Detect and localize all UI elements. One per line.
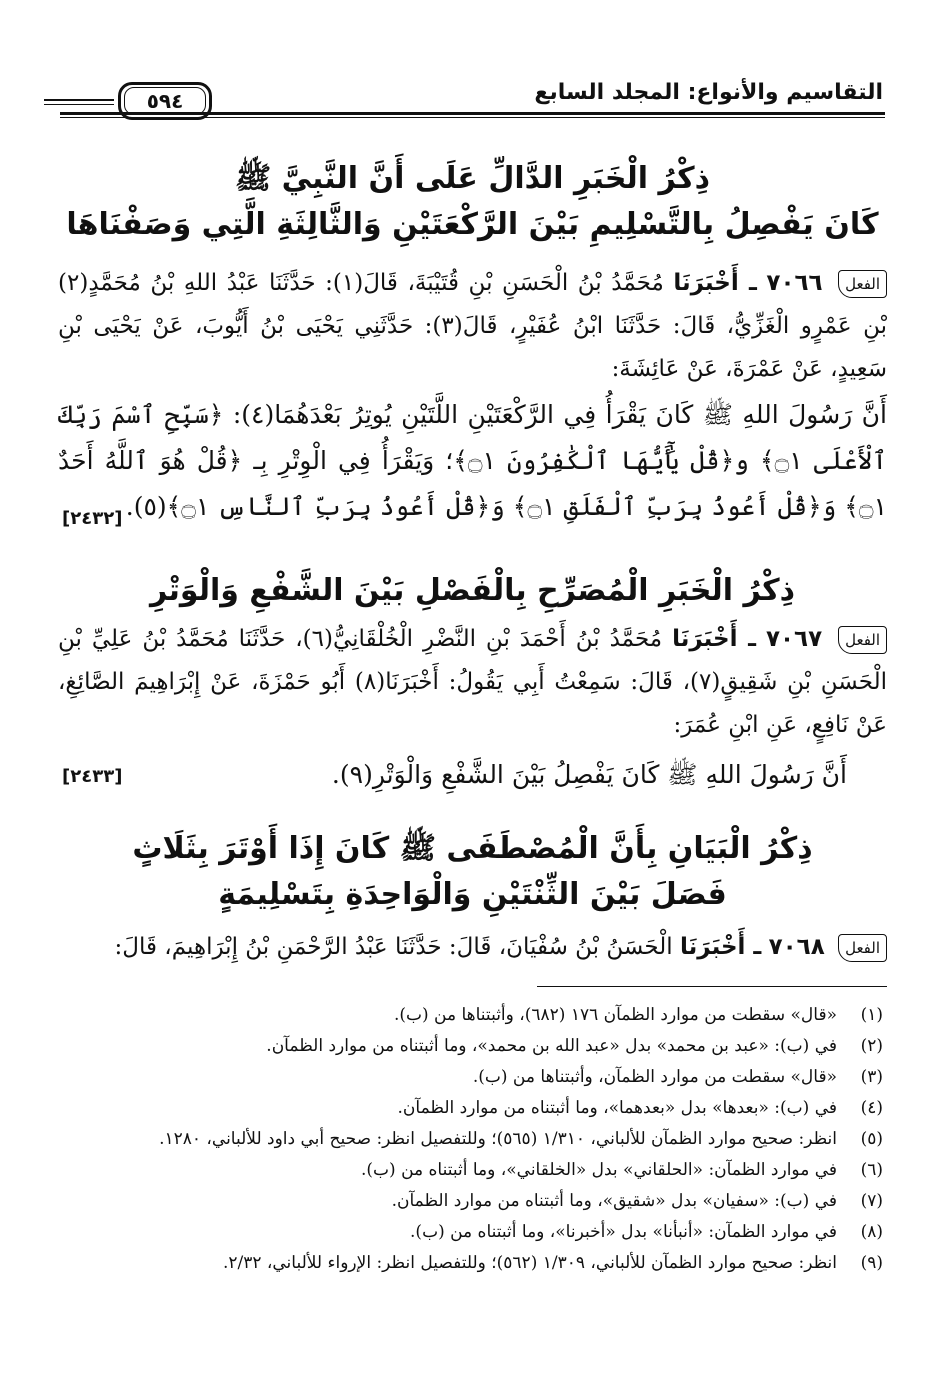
header-rule-left-thin <box>44 104 114 105</box>
chapter-heading-1-line1: ذِكْرُ الْخَبَرِ الدَّالِّ عَلَى أَنَّ النَّبِيَّ ﷺ <box>234 161 711 196</box>
hadith-number: ٧٠٦٨ <box>768 934 825 960</box>
footnote: (١) «قال» سقطت من موارد الظمآن ١٧٦ (٦٨٢)، وأثبتناها من (ب). <box>393 1005 883 1025</box>
hadith-7066-matn <box>58 392 887 530</box>
footnote: (٥) انظر: صحيح موارد الظمآن للألباني، ١/٣١٠ (٥٦٥)؛ وللتفصيل انظر: صحيح أبي داود للألباني، ١٢٨٠. <box>159 1129 883 1149</box>
footnotes <box>62 1000 883 1279</box>
chapter-heading-1 <box>58 156 887 248</box>
chapter-heading-2: ذِكْرُ الْخَبَرِ الْمُصَرِّحِ بِالْفَصْلِ بَيْنَ الشَّفْعِ وَالْوَتْرِ <box>149 573 796 608</box>
chapter-heading-3-line2: فَصَلَ بَيْنَ الثِّنْتَيْنِ وَالْوَاحِدَةِ بِتَسْلِيمَةٍ <box>218 877 727 912</box>
footnote: (٩) انظر: صحيح موارد الظمآن للألباني، ١/٣٠٩ (٥٦٢)؛ وللتفصيل انظر: الإرواء للألباني، ٢/٣٢. <box>222 1253 883 1273</box>
hadith-7066-reference: [٢٤٣٢] <box>62 508 123 529</box>
page-number: ٥٩٤ <box>124 87 206 115</box>
hadith-7067-isnad: الفعل ٧٠٦٧ ـ أَخْبَرَنَا مُحَمَّدُ بْنُ أَحْمَدَ بْنِ النَّضْرِ الْخُلْقَانِيُّ(٦)، حَدَّثَنَا مُحَمَّدُ بْنُ عَلِيِّ بْنِ الْحَسَنِ بْنِ شَقِيقٍ(٧)، قَالَ: سَمِعْتُ أَبِي يَقُولُ: أَخْبَرَنَا(٨) أَبُو حَمْزَةَ، عَنْ إِبْرَاهِيمَ الصَّائِغِ، عَنْ نَافِعٍ، عَنِ ابْنِ عُمَرَ: <box>58 626 887 738</box>
hadith-number: ٧٠٦٧ <box>765 626 823 652</box>
header-rule <box>60 112 885 115</box>
badge-fil: الفعل <box>838 626 887 654</box>
badge-fil: الفعل <box>838 934 887 962</box>
hadith-7067-matn <box>58 752 847 798</box>
footnote: (٢) في (ب): «عبد بن محمد» بدل «عبد الله بن محمد»، وما أثبتناه من موارد الظمآن. <box>266 1036 883 1056</box>
footnote: (٨) في موارد الظمآن: «أنبأنا» بدل «أخبرنا»، وما أثبتناه من (ب). <box>410 1222 883 1242</box>
header-rule-thin <box>60 117 885 118</box>
footnote: (٦) في موارد الظمآن: «الحلقاني» بدل «الخلقاني»، وما أثبتناه من (ب). <box>361 1160 883 1180</box>
akhbarana-label: أَخْبَرَنَا <box>679 934 746 960</box>
header-rule-left <box>44 99 114 101</box>
footnote: (٤) في (ب): «بعدها» بدل «بعدهما»، وما أثبتناه من موارد الظمآن. <box>397 1098 883 1118</box>
isnad-text: الْحَسَنُ بْنُ سُفْيَانَ، قَالَ: حَدَّثَنَا عَبْدُ الرَّحْمَنِ بْنُ إِبْرَاهِيمَ، قَالَ: <box>114 934 673 960</box>
akhbarana-label: أَخْبَرَنَا <box>672 626 738 652</box>
chapter-heading-1-line2: كَانَ يَفْصِلُ بِالتَّسْلِيمِ بَيْنَ الرَّكْعَتَيْنِ وَالثَّالِثَةِ الَّتِي وَصَفْنَاهَا <box>66 207 879 242</box>
footnote: (٣) «قال» سقطت من موارد الظمآن، وأثبتناها من (ب). <box>472 1067 883 1087</box>
running-header-title: التقاسيم والأنواع: المجلد السابع <box>534 80 883 105</box>
hadith-number: ٧٠٦٦ <box>766 270 823 296</box>
isnad-text: مُحَمَّدُ بْنُ أَحْمَدَ بْنِ النَّضْرِ الْخُلْقَانِيُّ(٦)، حَدَّثَنَا مُحَمَّدُ بْنُ عَلِيِّ بْنِ الْحَسَنِ بْنِ شَقِيقٍ(٧)، قَالَ: سَمِعْتُ أَبِي يَقُولُ: أَخْبَرَنَا(٨) أَبُو حَمْزَةَ، عَنْ إِبْرَاهِيمَ الصَّائِغِ، عَنْ نَافِعٍ، عَنِ ابْنِ عُمَرَ: <box>58 626 887 738</box>
isnad-text: مُحَمَّدُ بْنُ الْحَسَنِ بْنِ قُتَيْبَةَ، قَالَ(١): حَدَّثَنَا عَبْدُ اللهِ بْنُ مُحَمَّدٍ(٢) بْنِ عَمْرٍو الْغَزِّيُّ، قَالَ: حَدَّثَنَا ابْنُ عُفَيْرٍ، قَالَ(٣): حَدَّثَنِي يَحْيَى بْنُ أَيُّوبَ، عَنْ يَحْيَى بْنِ سَعِيدٍ، عَنْ عَمْرَةَ، عَنْ عَائِشَةَ: <box>58 270 887 382</box>
footnote-separator <box>537 986 887 987</box>
badge-fil: الفعل <box>838 270 887 298</box>
footnote: (٧) في (ب): «سفيان» بدل «شقيق»، وما أثبتناه من موارد الظمآن. <box>391 1191 883 1211</box>
akhbarana-label: أَخْبَرَنَا <box>673 270 739 296</box>
matn-text: أَنَّ رَسُولَ اللهِ ﷺ كَانَ يَفْصِلُ بَيْنَ الشَّفْعِ وَالْوَتْرِ(٩). <box>331 760 847 789</box>
hadith-7067-reference: [٢٤٣٣] <box>62 766 123 787</box>
matn-text: أَنَّ رَسُولَ اللهِ ﷺ كَانَ يَقْرَأُ فِي الرَّكْعَتَيْنِ اللَّتَيْنِ يُوتِرُ بَعْدَهُمَا(٤): ﴿سَبِّحِ ٱسْمَ رَبِّكَ ٱلْأَعْلَى ۝١﴾ و﴿قُلْ يَٰٓأَيُّهَا ٱلْكَٰفِرُونَ ۝١﴾؛ وَيَقْرَأُ فِي الْوِتْرِ بِـ ﴿قُلْ هُوَ ٱللَّهُ أَحَدٌ ۝١﴾ وَ﴿قُلْ أَعُوذُ بِرَبِّ ٱلْفَلَقِ ۝١﴾ وَ﴿قُلْ أَعُوذُ بِرَبِّ ٱلنَّاسِ ۝١﴾(٥). <box>58 400 887 521</box>
hadith-7068-isnad: الفعل ٧٠٦٨ ـ أَخْبَرَنَا الْحَسَنُ بْنُ سُفْيَانَ، قَالَ: حَدَّثَنَا عَبْدُ الرَّحْمَنِ بْنُ إِبْرَاهِيمَ، قَالَ: <box>58 926 887 969</box>
hadith-7066-isnad: الفعل ٧٠٦٦ ـ أَخْبَرَنَا مُحَمَّدُ بْنُ الْحَسَنِ بْنِ قُتَيْبَةَ، قَالَ(١): حَدَّثَنَا عَبْدُ اللهِ بْنُ مُحَمَّدٍ(٢) بْنِ عَمْرٍو الْغَزِّيُّ، قَالَ: حَدَّثَنَا ابْنُ عُفَيْرٍ، قَالَ(٣): حَدَّثَنِي يَحْيَى بْنُ أَيُّوبَ، عَنْ يَحْيَى بْنِ سَعِيدٍ، عَنْ عَمْرَةَ، عَنْ عَائِشَةَ: <box>58 270 887 382</box>
chapter-heading-3 <box>58 826 887 918</box>
chapter-heading-3-line1: ذِكْرُ الْبَيَانِ بِأَنَّ الْمُصْطَفَى ﷺ كَانَ إِذَا أَوْتَرَ بِثَلَاثٍ <box>132 831 813 866</box>
